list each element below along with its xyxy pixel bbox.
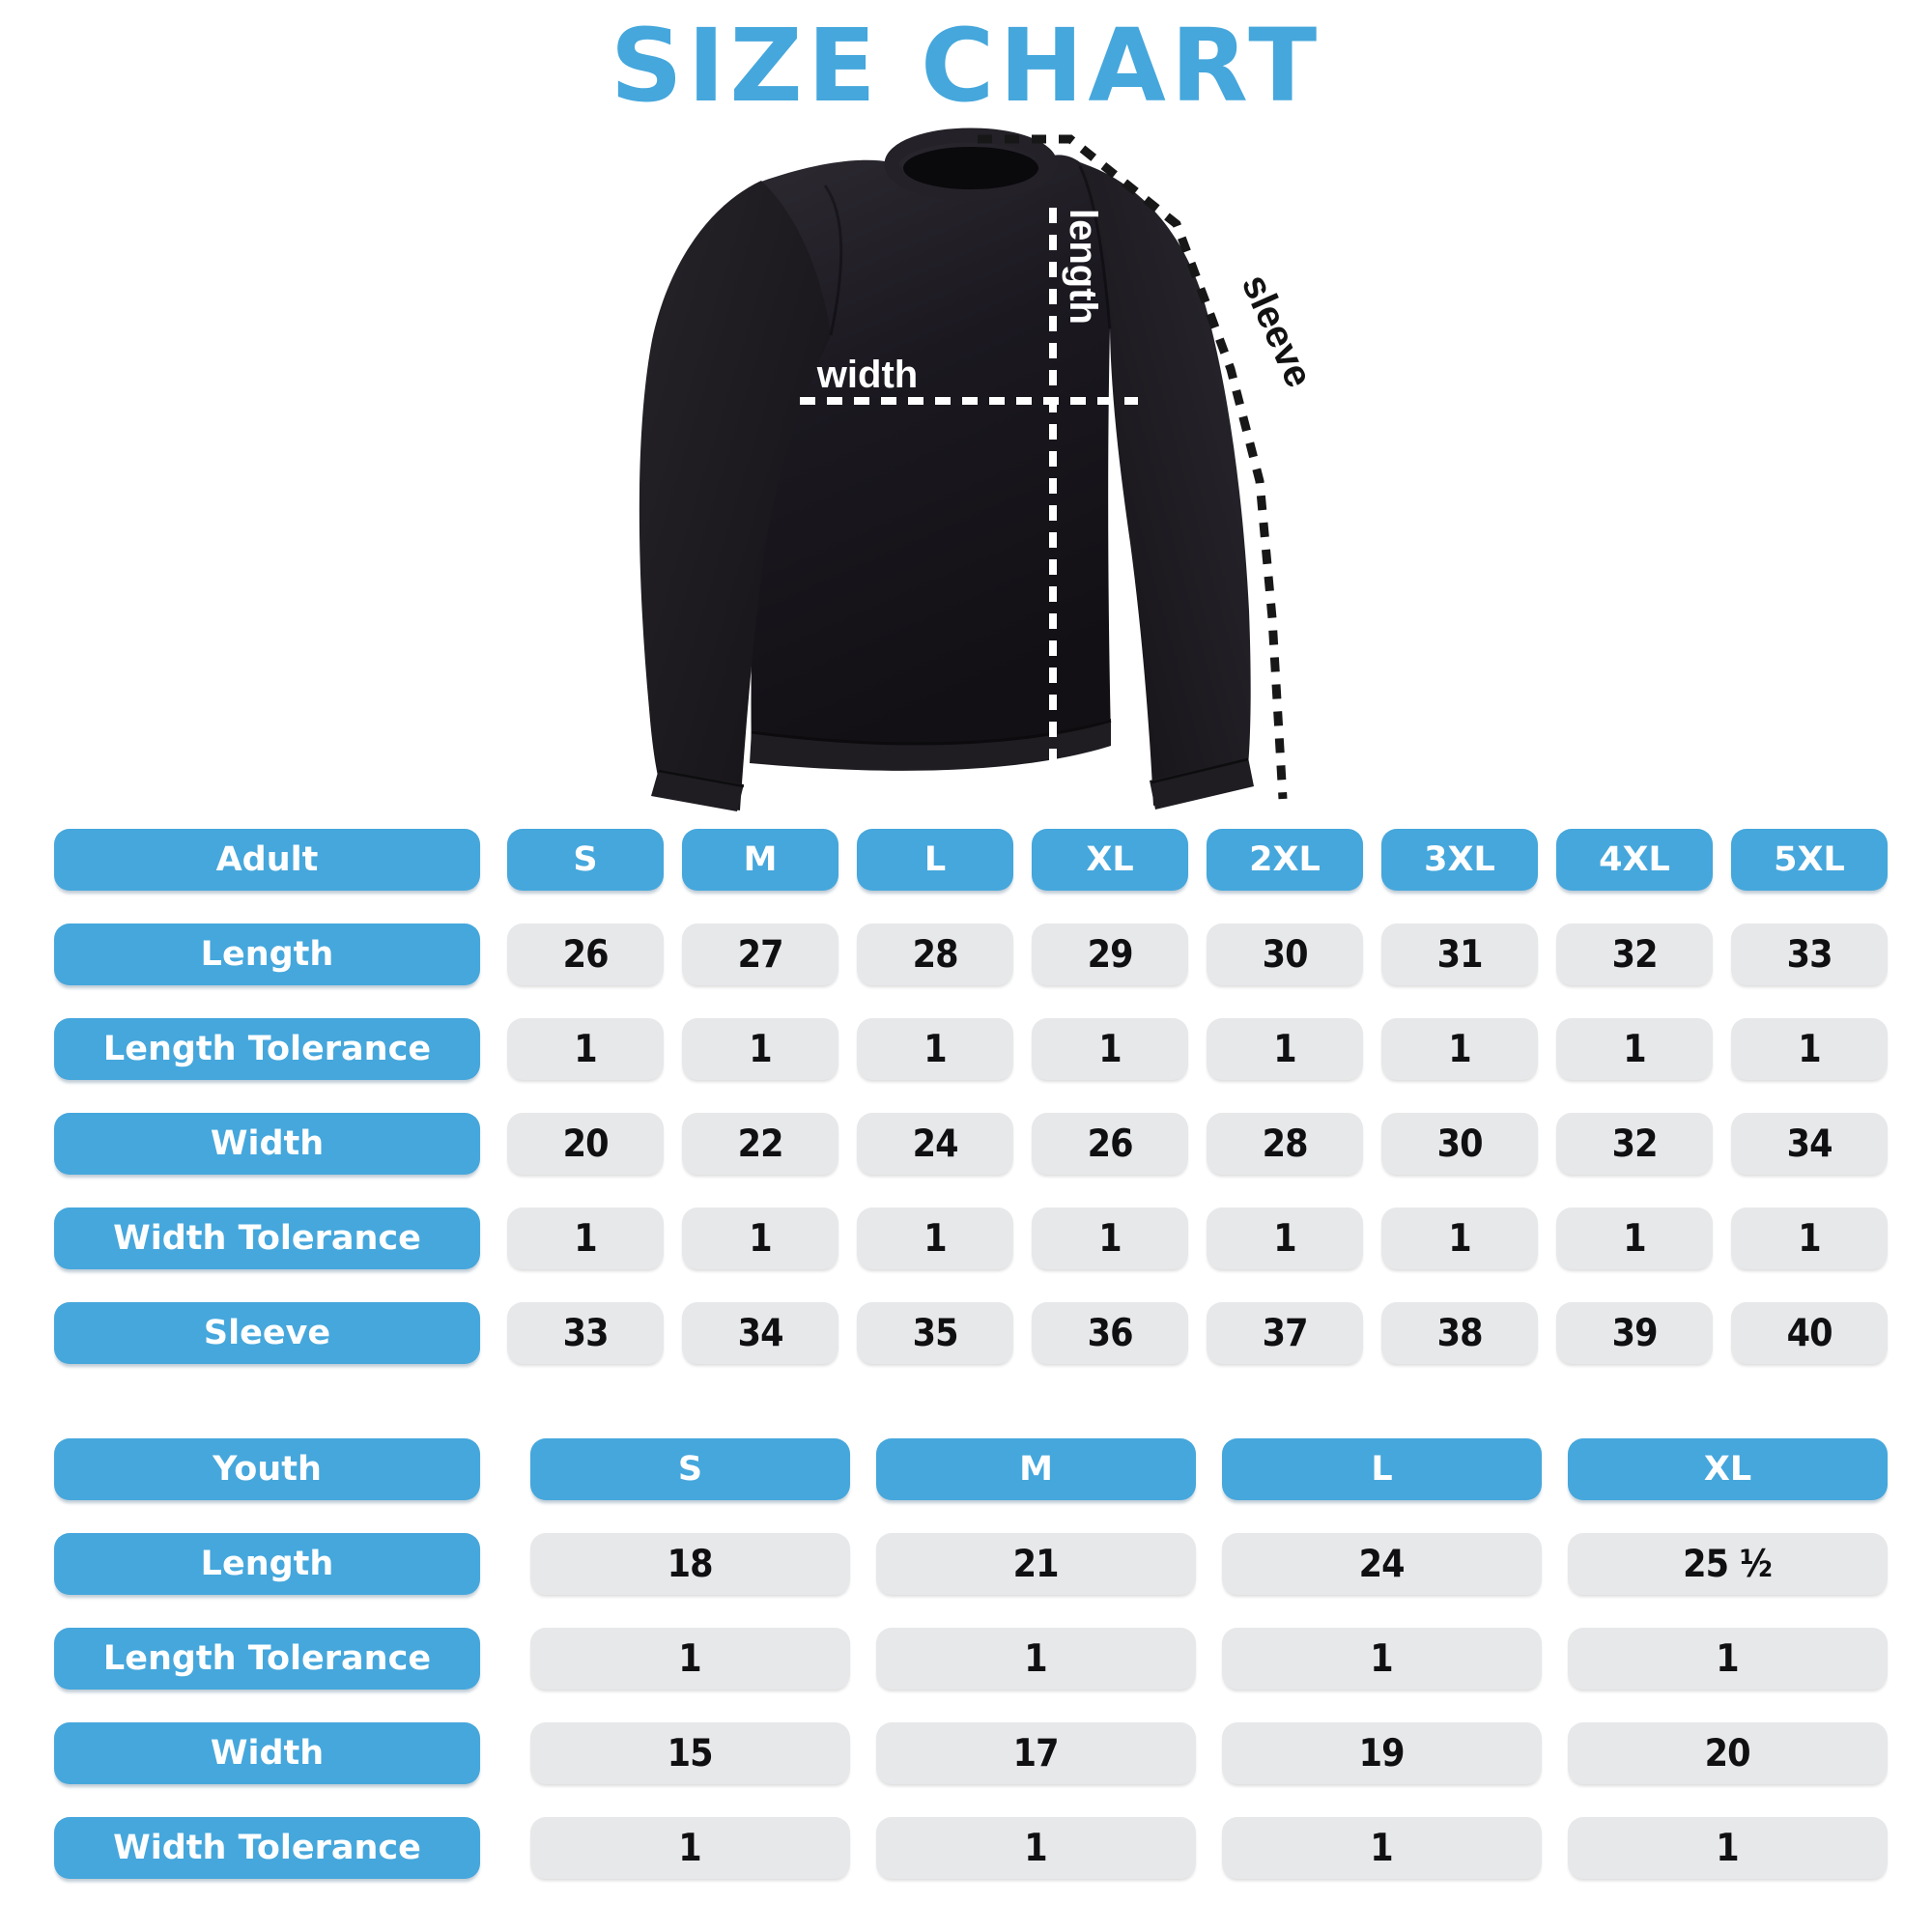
size-value: 1 [574, 1216, 597, 1261]
size-value-cell [1222, 1817, 1542, 1879]
size-value: 1 [1098, 1027, 1122, 1071]
size-column-header-m: M [682, 829, 838, 891]
size-value: 1 [1798, 1027, 1821, 1071]
size-value-cell [1731, 1113, 1888, 1175]
size-value-cell [1222, 1533, 1542, 1595]
size-value: 32 [1611, 932, 1658, 977]
size-value: 1 [1273, 1216, 1296, 1261]
size-value: 37 [1262, 1311, 1308, 1355]
youth-group-label: Youth [54, 1438, 480, 1500]
size-value: 24 [912, 1122, 958, 1166]
size-value: 29 [1087, 932, 1133, 977]
size-value-cell [682, 1018, 838, 1080]
size-value: 1 [1024, 1636, 1048, 1681]
size-value: 28 [1262, 1122, 1308, 1166]
row-label: Length Tolerance [54, 1018, 480, 1080]
size-value: 35 [912, 1311, 958, 1355]
size-value: 30 [1436, 1122, 1483, 1166]
row-label: Width Tolerance [54, 1817, 480, 1879]
size-value-cell [530, 1817, 850, 1879]
size-value-cell [530, 1628, 850, 1690]
size-value-cell [1568, 1628, 1888, 1690]
size-value-cell [1381, 1302, 1538, 1364]
size-value-cell [1568, 1533, 1888, 1595]
size-value-cell [1731, 1302, 1888, 1364]
size-value-cell [507, 923, 664, 985]
size-value-cell [507, 1302, 664, 1364]
size-value: 1 [678, 1826, 702, 1870]
size-value-cell [876, 1817, 1196, 1879]
size-value-cell [1032, 923, 1188, 985]
size-value-cell [507, 1018, 664, 1080]
size-value-cell [857, 1018, 1013, 1080]
size-value: 17 [1012, 1731, 1060, 1776]
size-value: 26 [562, 932, 609, 977]
size-value-cell [1032, 1302, 1188, 1364]
size-value: 1 [1024, 1826, 1048, 1870]
size-value: 1 [1623, 1216, 1646, 1261]
size-value-cell [1222, 1628, 1542, 1690]
size-value-cell [1731, 923, 1888, 985]
row-label: Width [54, 1722, 480, 1784]
size-value-cell [682, 1113, 838, 1175]
size-value-cell [507, 1113, 664, 1175]
row-label: Length [54, 1533, 480, 1595]
width-label: width [816, 354, 919, 396]
size-value-cell [1568, 1722, 1888, 1784]
size-value-cell [857, 923, 1013, 985]
size-value-cell [1032, 1018, 1188, 1080]
size-value-cell [1207, 1018, 1363, 1080]
length-label: length [1062, 209, 1104, 325]
size-value: 33 [562, 1311, 609, 1355]
adult-size-table [54, 829, 1888, 1364]
size-value: 1 [678, 1636, 702, 1681]
size-column-header-2xl: 2XL [1207, 829, 1363, 891]
size-column-header-xl: XL [1032, 829, 1188, 891]
size-value-cell [1381, 1018, 1538, 1080]
size-value-cell [530, 1533, 850, 1595]
size-value: 31 [1436, 932, 1483, 977]
size-column-header-l: L [857, 829, 1013, 891]
size-value: 1 [1716, 1636, 1740, 1681]
size-value: 1 [1448, 1216, 1471, 1261]
row-label: Sleeve [54, 1302, 480, 1364]
size-value: 1 [1448, 1027, 1471, 1071]
size-column-header-xl: XL [1568, 1438, 1888, 1500]
size-value: 39 [1611, 1311, 1658, 1355]
size-value: 38 [1436, 1311, 1483, 1355]
size-value-cell [1207, 1113, 1363, 1175]
size-value-cell [1222, 1722, 1542, 1784]
size-value-cell [1032, 1208, 1188, 1269]
size-value-cell [876, 1533, 1196, 1595]
size-value-cell [1556, 1018, 1713, 1080]
sleeve-label: sleeve [1233, 268, 1321, 394]
size-value-cell [1207, 1208, 1363, 1269]
size-value: 32 [1611, 1122, 1658, 1166]
adult-group-label: Adult [54, 829, 480, 891]
size-column-header-5xl: 5XL [1731, 829, 1888, 891]
page-title: SIZE CHART [610, 7, 1322, 125]
size-column-header-m: M [876, 1438, 1196, 1500]
size-value: 21 [1012, 1542, 1060, 1586]
size-value-cell [1207, 1302, 1363, 1364]
size-value-cell [1207, 923, 1363, 985]
size-value-cell [530, 1722, 850, 1784]
size-value-cell [1381, 923, 1538, 985]
size-value-cell [876, 1628, 1196, 1690]
size-value-cell [857, 1113, 1013, 1175]
size-value: 33 [1786, 932, 1833, 977]
size-value: 1 [749, 1216, 772, 1261]
collar-opening [903, 147, 1038, 189]
row-label: Width [54, 1113, 480, 1175]
size-value: 1 [749, 1027, 772, 1071]
size-value-cell [1731, 1018, 1888, 1080]
size-value-cell [682, 1302, 838, 1364]
size-value-cell [682, 1208, 838, 1269]
size-column-header-l: L [1222, 1438, 1542, 1500]
sweatshirt-illustration [609, 108, 1343, 813]
size-value-cell [1568, 1817, 1888, 1879]
size-value: 1 [1273, 1027, 1296, 1071]
size-value: 1 [923, 1027, 947, 1071]
size-value-cell [876, 1722, 1196, 1784]
size-value: 24 [1358, 1542, 1406, 1586]
size-value: 30 [1262, 932, 1308, 977]
size-value: 34 [1786, 1122, 1833, 1166]
size-column-header-4xl: 4XL [1556, 829, 1713, 891]
size-value-cell [1032, 1113, 1188, 1175]
size-value-cell [1556, 923, 1713, 985]
size-value-cell [1556, 1302, 1713, 1364]
size-value-cell [1731, 1208, 1888, 1269]
size-column-header-s: S [507, 829, 664, 891]
size-value: 26 [1087, 1122, 1133, 1166]
youth-size-table [54, 1438, 1888, 1879]
size-value: 27 [737, 932, 783, 977]
size-value: 1 [574, 1027, 597, 1071]
row-label: Length Tolerance [54, 1628, 480, 1690]
size-value: 1 [1716, 1826, 1740, 1870]
size-value-cell [857, 1302, 1013, 1364]
size-value: 19 [1358, 1731, 1406, 1776]
size-value: 15 [667, 1731, 714, 1776]
size-value: 40 [1786, 1311, 1833, 1355]
size-value-cell [1381, 1208, 1538, 1269]
size-value: 1 [1370, 1826, 1394, 1870]
size-value: 34 [737, 1311, 783, 1355]
size-value-cell [1556, 1113, 1713, 1175]
sweatshirt-diagram [609, 108, 1343, 813]
row-label: Width Tolerance [54, 1208, 480, 1269]
size-value: 20 [1704, 1731, 1751, 1776]
size-value: 1 [1798, 1216, 1821, 1261]
size-value-cell [1556, 1208, 1713, 1269]
size-value-cell [507, 1208, 664, 1269]
row-label: Length [54, 923, 480, 985]
size-value-cell [857, 1208, 1013, 1269]
size-value: 1 [923, 1216, 947, 1261]
shirt-body [752, 131, 1111, 763]
size-value: 36 [1087, 1311, 1133, 1355]
size-value: 25 ¹⁄₂ [1683, 1542, 1773, 1586]
size-value-cell [682, 923, 838, 985]
size-value-cell [1381, 1113, 1538, 1175]
size-value: 18 [667, 1542, 714, 1586]
size-value: 1 [1098, 1216, 1122, 1261]
size-value: 1 [1370, 1636, 1394, 1681]
size-value: 22 [737, 1122, 783, 1166]
size-value: 28 [912, 932, 958, 977]
size-value: 20 [562, 1122, 609, 1166]
size-value: 1 [1623, 1027, 1646, 1071]
size-column-header-3xl: 3XL [1381, 829, 1538, 891]
size-column-header-s: S [530, 1438, 850, 1500]
